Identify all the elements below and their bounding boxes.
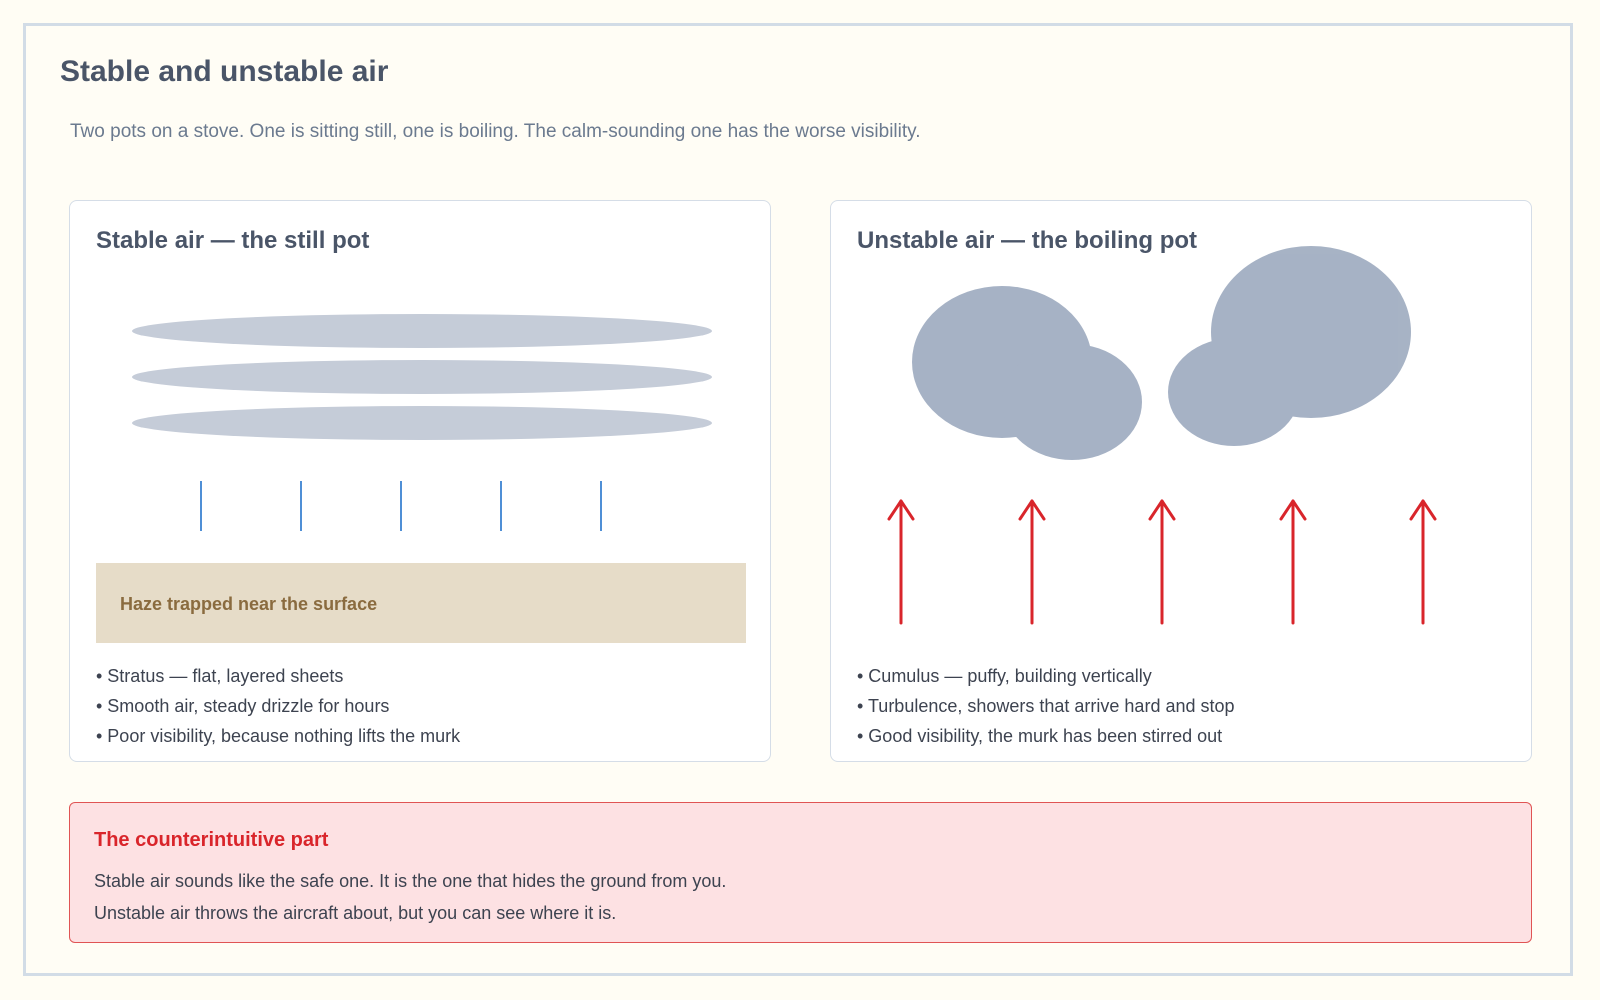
- unstable-bullet-list: [857, 661, 1235, 751]
- updraft-arrow-3: [1150, 501, 1174, 623]
- unstable-air-panel: [830, 200, 1532, 762]
- page-subtitle: Two pots on a stove. One is sitting still, one is boiling. The calm-sounding one has the worse visibility.: [70, 121, 921, 142]
- stable-bullet-list: [96, 661, 460, 751]
- callout-title: The counterintuitive part: [94, 829, 329, 851]
- stable-air-illustration: [70, 201, 772, 561]
- unstable-panel-title: Unstable air — the boiling pot: [857, 227, 1198, 254]
- counterintuitive-callout: [69, 802, 1532, 943]
- surface-haze-band: [96, 563, 746, 643]
- updraft-arrow-1: [889, 501, 913, 623]
- cumulus-cloud-2: [1002, 344, 1142, 460]
- stable-bullet: • Poor visibility, because nothing lifts the murk: [96, 726, 461, 746]
- callout-line: Unstable air throws the aircraft about, but you can see where it is.: [94, 903, 617, 923]
- updraft-arrow-5: [1411, 501, 1435, 623]
- cumulus-cloud-4: [1168, 338, 1300, 446]
- stratus-layer-2: [132, 360, 712, 394]
- stable-air-panel: [69, 200, 771, 762]
- updraft-arrow-2: [1020, 501, 1044, 623]
- stable-bullet: • Smooth air, steady drizzle for hours: [96, 696, 390, 716]
- stable-bullet: • Stratus — flat, layered sheets: [96, 666, 344, 686]
- page-title: Stable and unstable air: [60, 55, 389, 88]
- stable-panel-title: Stable air — the still pot: [96, 227, 370, 254]
- unstable-air-illustration: [831, 201, 1533, 641]
- unstable-bullet: • Cumulus — puffy, building vertically: [857, 666, 1152, 686]
- haze-label: Haze trapped near the surface: [120, 594, 378, 614]
- stratus-layer-3: [132, 406, 712, 440]
- callout-line: Stable air sounds like the safe one. It is the one that hides the ground from you.: [94, 871, 727, 891]
- unstable-bullet: • Turbulence, showers that arrive hard and stop: [857, 696, 1235, 716]
- stratus-layer-1: [132, 314, 712, 348]
- unstable-bullet: • Good visibility, the murk has been stirred out: [857, 726, 1223, 746]
- updraft-arrow-4: [1281, 501, 1305, 623]
